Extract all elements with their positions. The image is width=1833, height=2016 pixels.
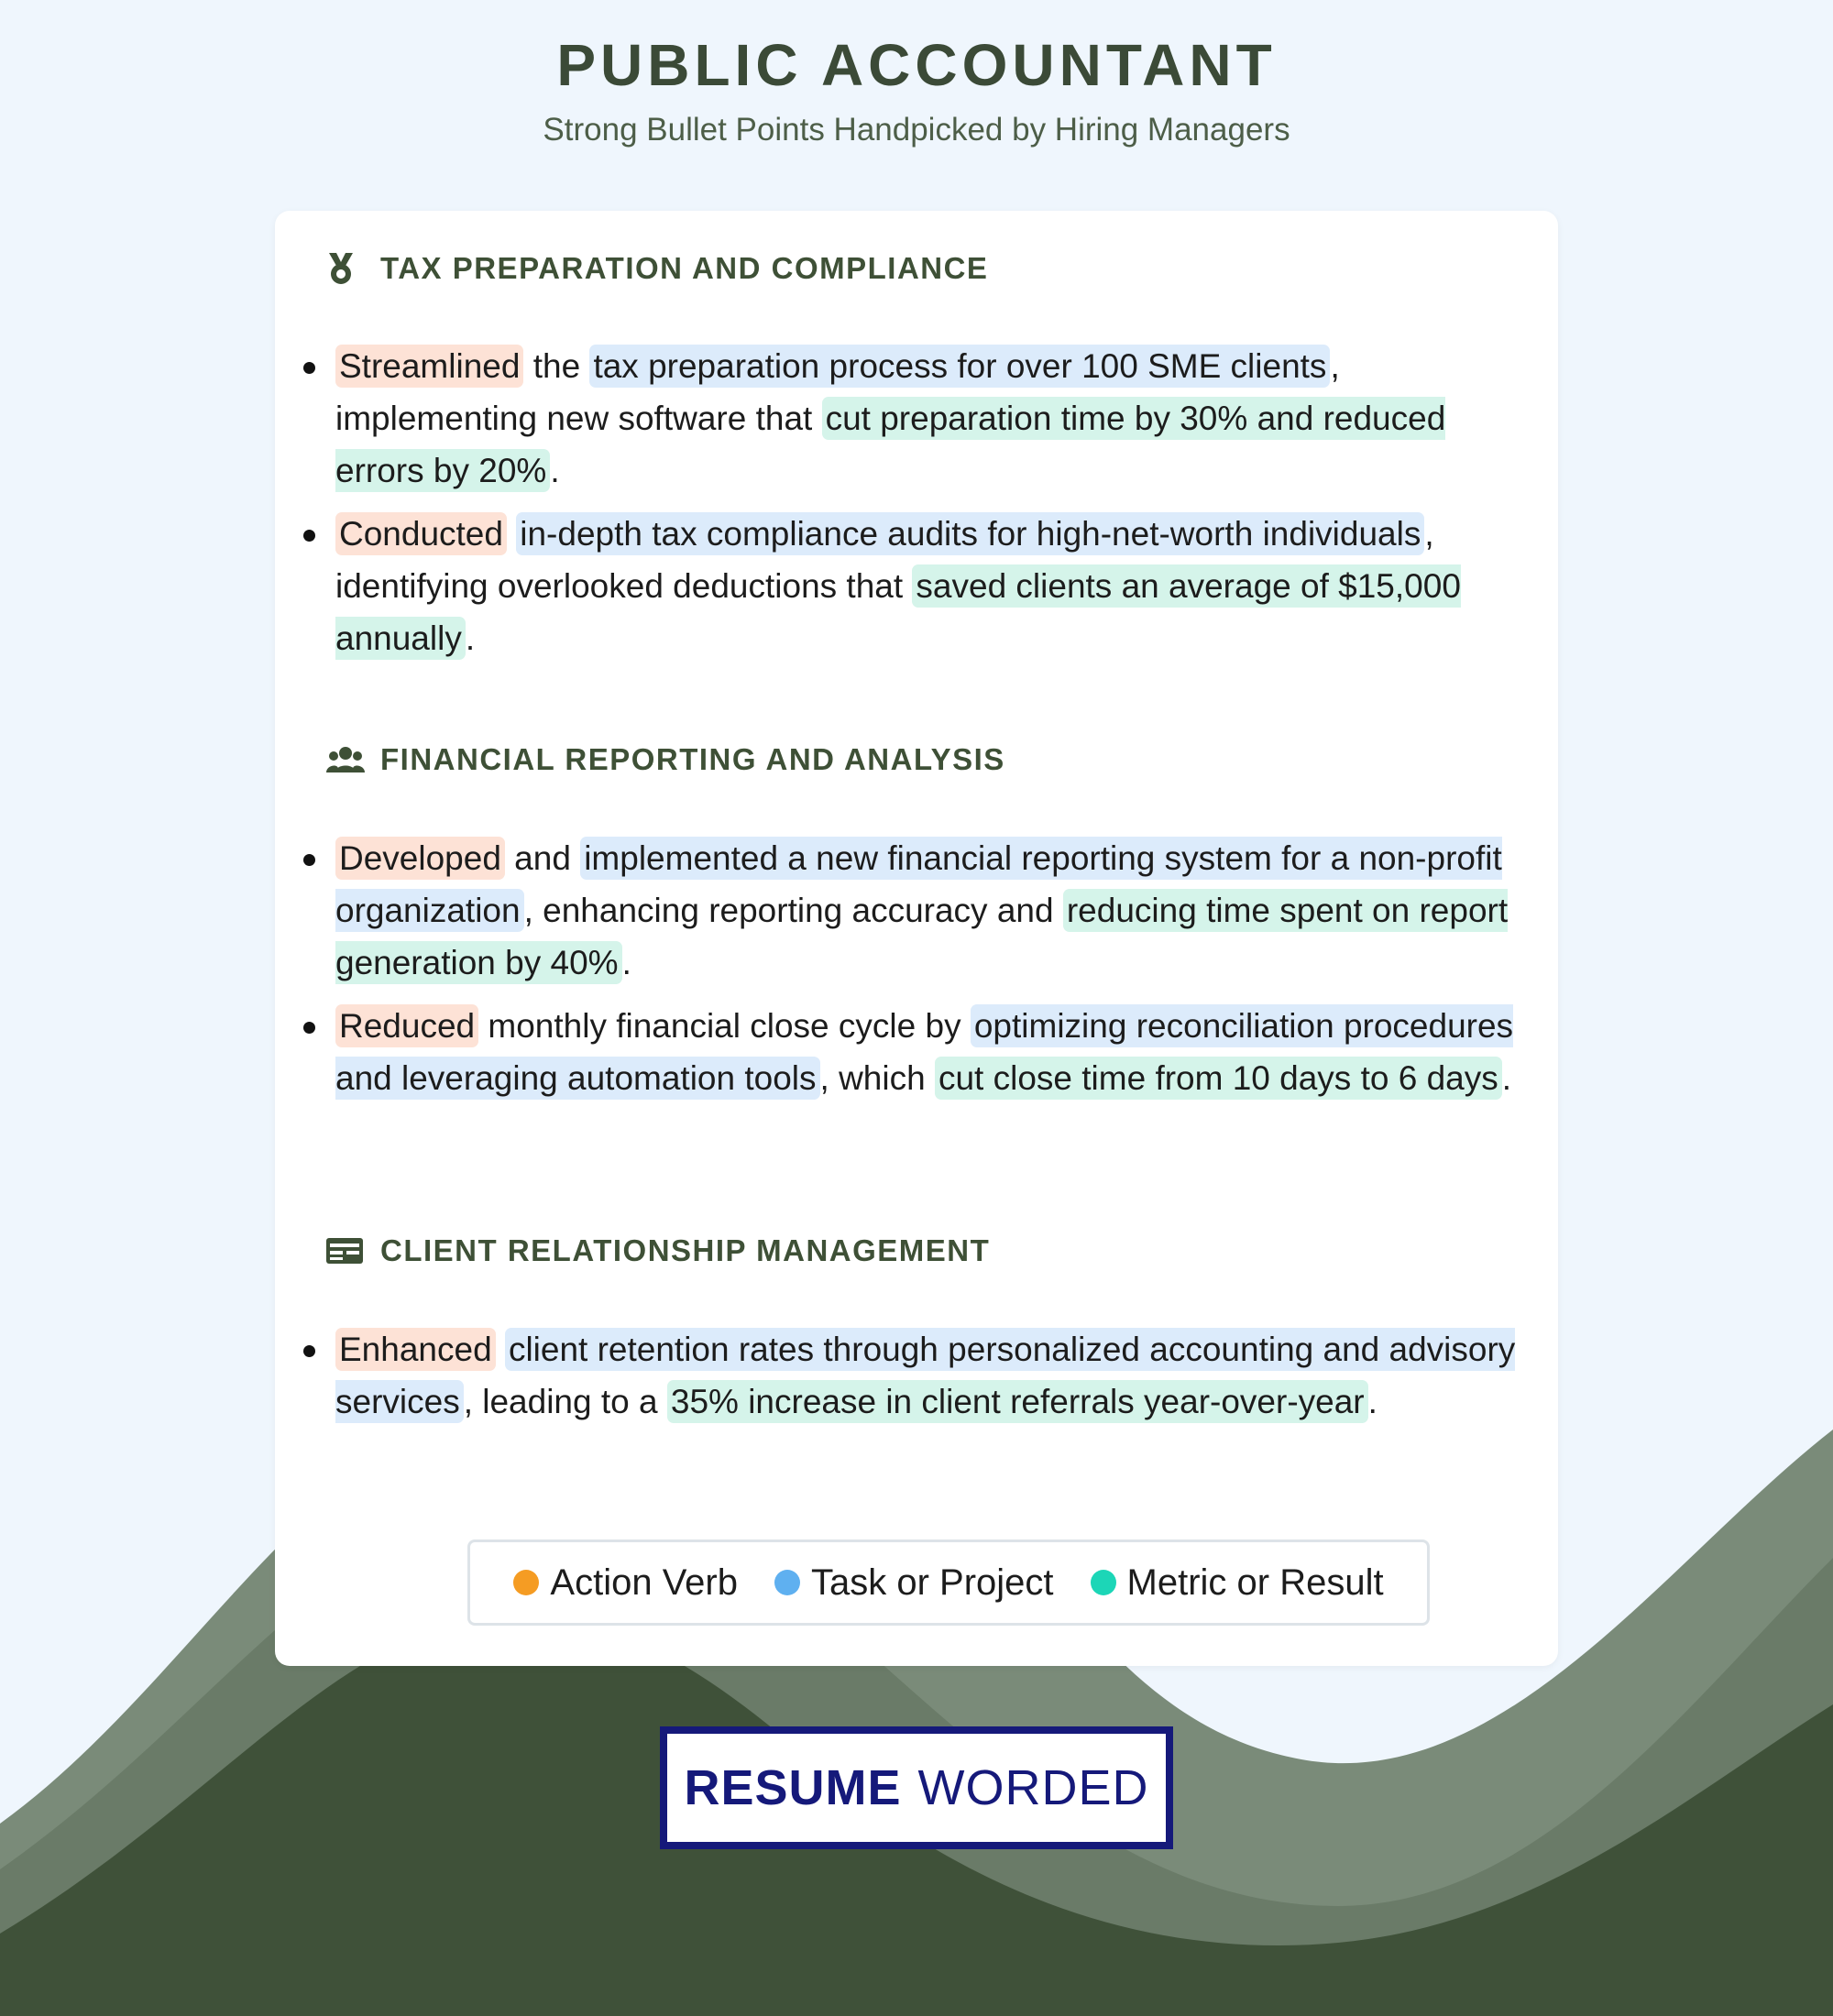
task-highlight: in-depth tax compliance audits for high-net-worth individuals [516,512,1424,555]
section-title: TAX PREPARATION AND COMPLIANCE [380,251,989,285]
legend-action-verb [513,1562,738,1604]
legend-metric-or-result [1091,1562,1384,1604]
users-icon [325,741,366,778]
bullet-text [496,1331,505,1368]
page-header [0,31,1833,148]
legend-label: Task or Project [810,1561,1054,1603]
bullet-text: . [465,619,476,657]
section-title: CLIENT RELATIONSHIP MANAGEMENT [380,1233,991,1267]
bullet-point [275,340,1558,497]
bullet-text: , implementing new software that [335,347,1340,437]
metric-highlight: saved clients an average of $15,000 annually [335,564,1461,660]
metric-highlight: cut close time from 10 days to 6 days [935,1057,1502,1100]
bullet-text: , leading to a [463,1383,667,1420]
resume-worded-logo [660,1726,1173,1849]
bullet-text: , which [819,1059,935,1097]
medal-icon [325,250,366,287]
bullet-text: . [621,944,631,981]
bullet-text: , identifying overlooked deductions that [335,515,1434,605]
bullet-text: . [550,452,560,489]
task-highlight: tax preparation process for over 100 SME clients [589,345,1330,388]
section-header [325,739,1005,781]
id-card-icon [325,1233,366,1269]
section-header [325,247,988,290]
section-title: FINANCIAL REPORTING AND ANALYSIS [380,742,1005,776]
bullet-text: and [504,839,581,877]
bullet-point [275,1323,1558,1428]
task-dot-icon [774,1570,800,1595]
bullet-list [275,832,1558,1115]
bullet-text [507,515,516,553]
bullet-point [275,1000,1558,1104]
legend-label: Action Verb [550,1561,738,1603]
metric-highlight: reducing time spent on report generation by 40% [335,889,1508,984]
page-title: PUBLIC ACCOUNTANT [556,32,1277,98]
task-highlight: optimizing reconciliation procedures and leveraging automation tools [335,1004,1513,1100]
bullet-text: , enhancing reporting accuracy and [523,892,1063,929]
action-verb-highlight: Conducted [335,512,507,555]
section-header [325,1230,990,1272]
bullet-point [275,832,1558,989]
metric-dot-icon [1091,1570,1116,1595]
highlight-legend [467,1539,1430,1626]
bullet-text: . [1501,1059,1512,1097]
bullet-list [275,340,1558,675]
metric-highlight: cut preparation time by 30% and reduced errors by 20% [335,397,1445,492]
logo-strong-text: RESUME [684,1760,902,1815]
bullet-text: monthly financial close cycle by [478,1007,971,1045]
bullet-text: . [1367,1383,1377,1420]
metric-highlight: 35% increase in client referrals year-over-year [667,1380,1368,1423]
task-highlight: client retention rates through personalized accounting and advisory services [335,1328,1515,1423]
logo-light-text: WORDED [917,1760,1149,1815]
legend-label: Metric or Result [1126,1561,1384,1603]
action-verb-highlight: Reduced [335,1004,478,1047]
bullet-text: the [523,347,590,385]
task-highlight: implemented a new financial reporting system for a non-profit organization [335,837,1502,932]
bullet-points-card [275,211,1558,1666]
bullet-list [275,1323,1558,1439]
action-verb-highlight: Developed [335,837,505,880]
action-verb-highlight: Streamlined [335,345,523,388]
page-subtitle: Strong Bullet Points Handpicked by Hiring Managers [543,112,1290,148]
action-verb-highlight: Enhanced [335,1328,496,1371]
legend-task-or-project [774,1562,1054,1604]
bullet-point [275,508,1558,664]
action-verb-dot-icon [513,1570,539,1595]
